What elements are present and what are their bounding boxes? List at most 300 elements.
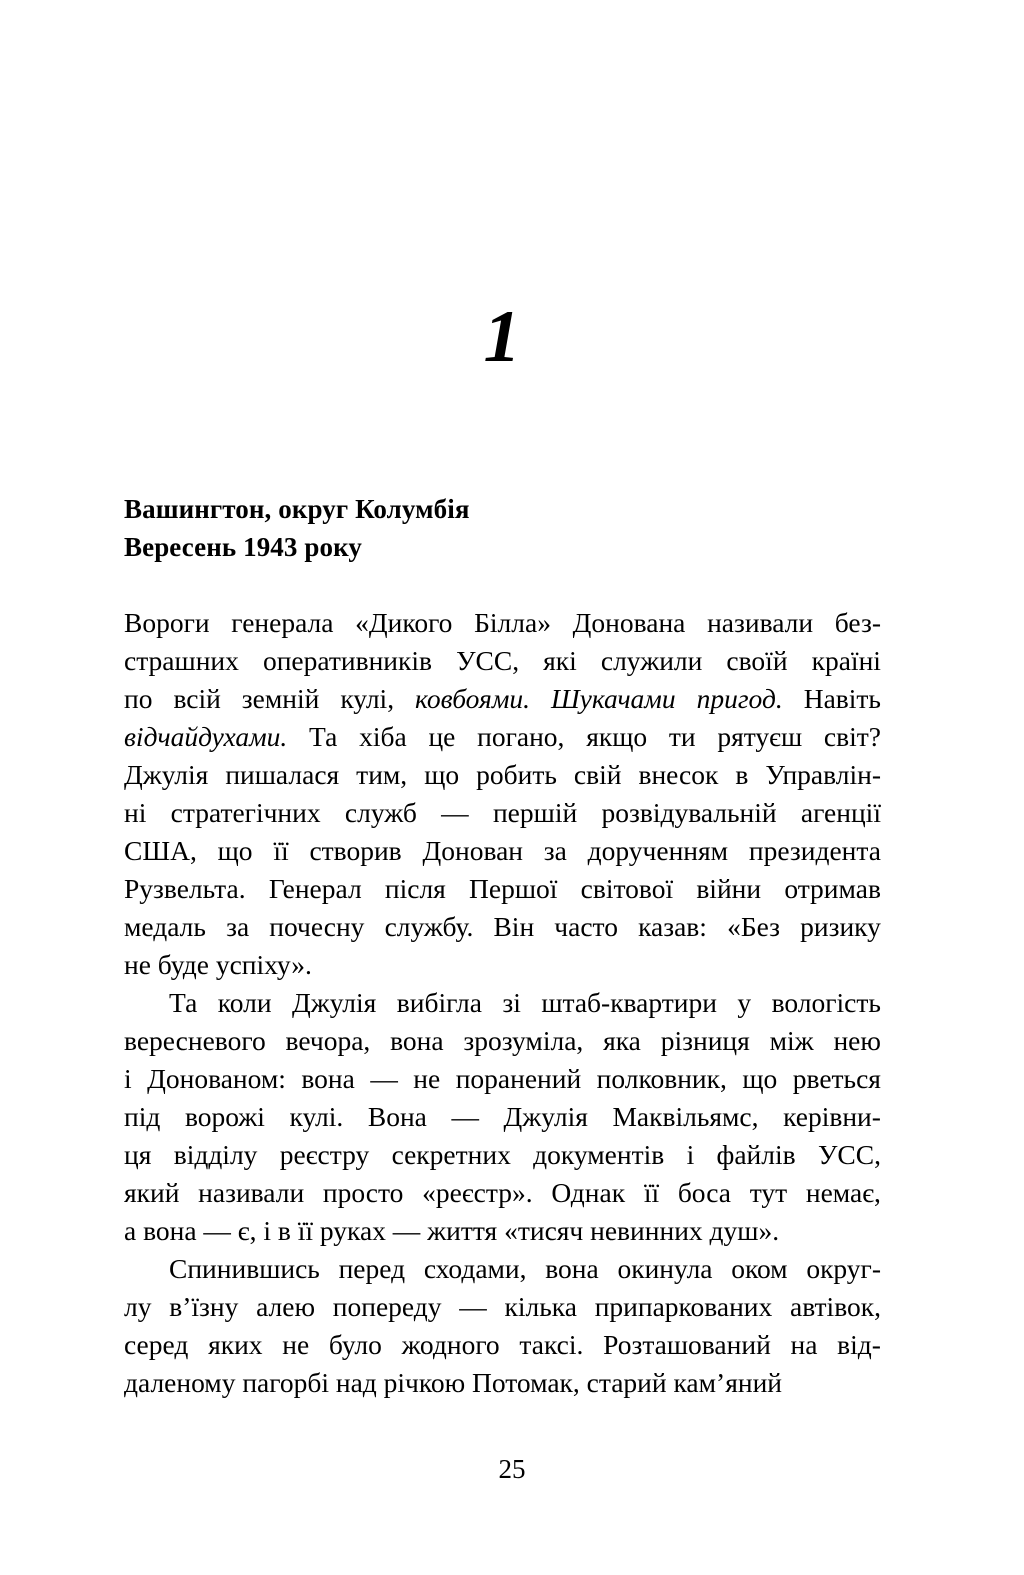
text-run: і — [124, 1063, 132, 1094]
word — [286, 1022, 371, 1060]
word — [601, 642, 702, 680]
word — [505, 1288, 577, 1326]
word — [231, 604, 333, 642]
text-run: жодного — [401, 1329, 500, 1360]
word — [533, 1136, 664, 1174]
word — [806, 1250, 881, 1288]
emphasis-text: пригод. — [696, 683, 783, 714]
word — [169, 1288, 238, 1326]
text-run: від- — [837, 1329, 881, 1360]
text-line — [124, 718, 881, 756]
text-run: кулі, — [340, 683, 395, 714]
text-run: керівни- — [783, 1101, 881, 1132]
word — [256, 1288, 315, 1326]
text-run: — — [451, 1101, 479, 1132]
text-run: сходами, — [423, 1253, 527, 1284]
text-run: не — [282, 1329, 310, 1360]
text-run: попереду — [332, 1291, 442, 1322]
word — [273, 832, 288, 870]
text-run: вечора, — [285, 1025, 371, 1056]
text-run: таксі. — [519, 1329, 584, 1360]
word — [638, 908, 707, 946]
word — [456, 642, 519, 680]
text-run: світ? — [823, 721, 881, 752]
text-run: алею — [256, 1291, 316, 1322]
text-run: розвідувальній — [601, 797, 777, 828]
word — [301, 1060, 354, 1098]
word — [554, 908, 618, 946]
word — [198, 1174, 304, 1212]
scene-heading-date: Вересень 1943 року — [124, 532, 362, 562]
text-run: що — [217, 835, 253, 866]
word — [459, 1288, 487, 1326]
text-run: автівок, — [790, 1291, 881, 1322]
word — [477, 718, 564, 756]
text-run: «Дикого — [355, 607, 453, 638]
word — [617, 1250, 712, 1288]
text-run: її — [273, 835, 289, 866]
text-run: оперативників — [262, 645, 432, 676]
word — [784, 870, 881, 908]
word — [333, 1288, 442, 1326]
word — [392, 1136, 511, 1174]
text-line — [124, 1136, 881, 1174]
word — [770, 1022, 814, 1060]
word — [402, 1326, 500, 1364]
scene-heading — [124, 490, 884, 566]
word — [818, 1136, 881, 1174]
text-run: Донован — [422, 835, 523, 866]
text-run: не — [413, 1063, 441, 1094]
text-run: часто — [554, 911, 618, 942]
word — [800, 908, 881, 946]
word — [174, 1136, 258, 1174]
text-run: оком — [731, 1253, 788, 1284]
word — [124, 1174, 179, 1212]
word — [124, 1326, 188, 1364]
text-run: що — [742, 1063, 778, 1094]
word — [124, 1136, 151, 1174]
word — [837, 1326, 881, 1364]
text-run: Джулія — [292, 987, 377, 1018]
text-run: боса — [677, 1177, 731, 1208]
text-run: Рузвельта. — [124, 873, 246, 904]
text-run: зрозуміла, — [463, 1025, 584, 1056]
word — [218, 984, 272, 1022]
word — [493, 908, 534, 946]
text-run: робить — [476, 759, 557, 790]
text-line — [124, 1326, 881, 1364]
word — [424, 1250, 527, 1288]
word — [742, 1060, 777, 1098]
word — [441, 794, 469, 832]
text-run: вона — [545, 1253, 599, 1284]
word — [124, 604, 210, 642]
text-run: Білла» — [474, 607, 551, 638]
text-line — [124, 1098, 881, 1136]
word — [385, 870, 446, 908]
text-run: між — [769, 1025, 814, 1056]
text-run: вона — [301, 1063, 355, 1094]
text-run: світової — [580, 873, 674, 904]
word — [727, 908, 780, 946]
word — [124, 832, 197, 870]
word — [749, 832, 881, 870]
text-run: секретних — [391, 1139, 511, 1170]
word — [263, 642, 432, 680]
text-run: без- — [834, 607, 881, 638]
text-line — [124, 832, 881, 870]
word — [242, 680, 320, 718]
text-run: першій — [492, 797, 578, 828]
text-run: а вона — є, і в її руках — життя «тисяч невинних душ». — [124, 1215, 780, 1246]
word — [791, 1326, 818, 1364]
text-run: нею — [833, 1025, 881, 1056]
text-run: вологість — [771, 987, 881, 1018]
text-run: ні — [124, 797, 147, 828]
word — [124, 680, 152, 718]
text-run: почесну — [269, 911, 365, 942]
text-run: не буде успіху». — [124, 949, 312, 980]
emphasis-text: Шукачами — [550, 683, 676, 714]
text-run: округ- — [806, 1253, 881, 1284]
word — [171, 794, 321, 832]
text-run: після — [384, 873, 446, 904]
word — [574, 756, 622, 794]
word — [661, 1022, 750, 1060]
text-run: ти — [668, 721, 696, 752]
word — [359, 718, 407, 756]
text-run: служб — [344, 797, 417, 828]
text-run: УСС, — [817, 1139, 881, 1170]
text-run: тим, — [356, 759, 408, 790]
text-run: США, — [124, 835, 197, 866]
text-line — [124, 1022, 881, 1060]
text-run: Генерал — [268, 873, 362, 904]
word — [812, 642, 881, 680]
text-run: кілька — [504, 1291, 577, 1322]
word — [280, 1136, 369, 1174]
text-run: лу — [124, 1291, 152, 1322]
text-run: «реєстр». — [422, 1177, 533, 1208]
word — [225, 756, 339, 794]
word — [124, 1288, 151, 1326]
word — [544, 832, 567, 870]
text-run: коли — [217, 987, 272, 1018]
text-run: вересневого — [124, 1025, 266, 1056]
emphasis-text: відчайдухами. — [124, 721, 288, 752]
text-run: дорученням — [587, 835, 729, 866]
word — [390, 1022, 443, 1060]
word — [835, 604, 881, 642]
text-run: Донованом: — [147, 1063, 286, 1094]
word — [603, 1022, 641, 1060]
text-run: Навіть — [803, 683, 881, 714]
word — [463, 1022, 583, 1060]
word — [717, 1136, 796, 1174]
emphasis-text: ковбоями. — [415, 683, 531, 714]
word — [339, 1250, 406, 1288]
word — [428, 718, 455, 756]
word — [717, 718, 802, 756]
word — [422, 832, 523, 870]
text-run: всій — [173, 683, 221, 714]
text-run: стратегічних — [170, 797, 321, 828]
text-line — [124, 1288, 881, 1326]
text-run: Спинившись — [169, 1253, 320, 1284]
text-run: Вороги — [124, 607, 210, 638]
text-run: Джулія — [124, 759, 209, 790]
text-run: страшних — [124, 645, 239, 676]
word — [504, 1098, 588, 1136]
text-run: земній — [241, 683, 320, 714]
text-line — [124, 1174, 881, 1212]
text-run: в’їзну — [169, 1291, 239, 1322]
text-run: припаркованих — [594, 1291, 773, 1322]
word — [451, 1098, 479, 1136]
page-number: 25 — [498, 1454, 526, 1484]
text-run: свій — [573, 759, 622, 790]
text-line — [124, 794, 881, 832]
word — [169, 1250, 320, 1288]
text-run: просто — [322, 1177, 404, 1208]
word — [545, 1250, 598, 1288]
word — [793, 1060, 881, 1098]
word — [269, 870, 362, 908]
text-run: вибігла — [396, 987, 482, 1018]
word — [597, 1060, 727, 1098]
word — [502, 984, 521, 1022]
word — [687, 1136, 695, 1174]
text-run: своїй — [726, 645, 788, 676]
text-run: полковник, — [596, 1063, 727, 1094]
text-run: поранений — [455, 1063, 582, 1094]
word — [737, 984, 751, 1022]
text-run: рветься — [792, 1063, 881, 1094]
word — [290, 1098, 344, 1136]
word — [696, 870, 761, 908]
word — [124, 718, 287, 756]
text-line — [124, 642, 881, 680]
text-run: зі — [502, 987, 521, 1018]
word — [601, 794, 776, 832]
text-run: країні — [811, 645, 881, 676]
word — [541, 984, 717, 1022]
scene-heading-place: Вашингтон, округ Колумбія — [124, 494, 470, 524]
text-run: Першої — [469, 873, 558, 904]
word — [124, 870, 246, 908]
word — [323, 1174, 404, 1212]
word — [173, 680, 220, 718]
text-run: на — [790, 1329, 818, 1360]
text-line — [124, 1364, 881, 1402]
word — [573, 604, 686, 642]
word — [772, 984, 881, 1022]
text-run: яких — [208, 1329, 263, 1360]
text-line — [124, 908, 881, 946]
text-run: це — [428, 721, 456, 752]
text-run: серед — [124, 1329, 189, 1360]
text-run: що — [424, 759, 460, 790]
word — [415, 680, 530, 718]
text-run: війни — [696, 873, 762, 904]
word — [368, 1098, 427, 1136]
text-run: служили — [600, 645, 703, 676]
word — [551, 1174, 625, 1212]
text-run: якщо — [586, 721, 648, 752]
text-run: за — [226, 911, 250, 942]
word — [519, 1326, 583, 1364]
text-run: реєстру — [279, 1139, 370, 1170]
text-run: файлів — [716, 1139, 796, 1170]
word — [707, 604, 813, 642]
text-run: штаб-квартири — [541, 987, 717, 1018]
word — [397, 984, 482, 1022]
word — [385, 908, 474, 946]
text-run: ця — [124, 1139, 152, 1170]
text-run: по — [124, 683, 153, 714]
word — [424, 756, 459, 794]
word — [474, 604, 551, 642]
text-run: Та — [309, 721, 338, 752]
text-run: за — [543, 835, 567, 866]
text-run: створив — [309, 835, 402, 866]
text-run: хіба — [359, 721, 407, 752]
word — [586, 718, 647, 756]
text-run: називали — [198, 1177, 305, 1208]
word — [124, 642, 239, 680]
text-run: Однак — [551, 1177, 626, 1208]
word — [493, 794, 577, 832]
text-run: отримав — [784, 873, 881, 904]
text-run: документів — [533, 1139, 665, 1170]
word — [603, 1326, 771, 1364]
text-run: ворожі — [184, 1101, 265, 1132]
word — [735, 756, 748, 794]
text-run: тут — [749, 1177, 788, 1208]
text-run: ризику — [800, 911, 881, 942]
text-run: Та — [169, 987, 198, 1018]
text-run: перед — [338, 1253, 406, 1284]
word — [422, 1174, 532, 1212]
text-run: агенції — [800, 797, 881, 828]
word — [476, 756, 557, 794]
text-line — [124, 946, 881, 984]
text-run: який — [124, 1177, 180, 1208]
text-run: Управлін- — [765, 759, 881, 790]
text-line — [124, 870, 881, 908]
word — [124, 1060, 132, 1098]
word — [329, 1326, 382, 1364]
word — [612, 1098, 758, 1136]
word — [765, 756, 881, 794]
word — [147, 1060, 286, 1098]
word — [340, 680, 394, 718]
word — [370, 1060, 398, 1098]
paragraph — [124, 1250, 881, 1402]
chapter-number: 1 — [483, 296, 521, 378]
text-run: генерала — [231, 607, 334, 638]
text-run: в — [735, 759, 749, 790]
text-run: погано, — [477, 721, 565, 752]
word — [292, 984, 376, 1022]
word — [218, 832, 253, 870]
word — [806, 1174, 881, 1212]
word — [581, 870, 673, 908]
word — [226, 908, 249, 946]
word — [345, 794, 417, 832]
text-run: президента — [748, 835, 881, 866]
text-run: Маквільямс, — [612, 1101, 759, 1132]
text-line — [124, 604, 881, 642]
word — [595, 1288, 773, 1326]
word — [413, 1060, 440, 1098]
text-line — [124, 756, 881, 794]
word — [783, 1098, 881, 1136]
text-run: окинула — [617, 1253, 713, 1284]
word — [790, 1288, 881, 1326]
text-line — [124, 1212, 881, 1250]
text-run: пишалася — [225, 759, 340, 790]
text-run: Розташований — [603, 1329, 771, 1360]
paragraph — [124, 984, 881, 1250]
text-run: Джулія — [503, 1101, 588, 1132]
word — [124, 756, 208, 794]
text-run: під — [124, 1101, 161, 1132]
word — [644, 1174, 659, 1212]
word — [726, 642, 787, 680]
text-run: УСС, — [456, 645, 520, 676]
text-run: «Без — [727, 911, 781, 942]
word — [731, 1250, 787, 1288]
text-run: було — [328, 1329, 382, 1360]
text-run: у — [737, 987, 752, 1018]
text-run: і — [686, 1139, 695, 1170]
word — [588, 832, 728, 870]
text-run: її — [643, 1177, 660, 1208]
word — [551, 680, 676, 718]
word — [750, 1174, 787, 1212]
word — [824, 718, 881, 756]
text-run: називали — [707, 607, 814, 638]
word — [833, 1022, 880, 1060]
text-line — [124, 1250, 881, 1288]
word — [355, 604, 452, 642]
word — [669, 718, 696, 756]
text-run: внесок — [638, 759, 719, 790]
word — [697, 680, 783, 718]
text-run: немає, — [805, 1177, 881, 1208]
text-run: різниця — [660, 1025, 750, 1056]
text-run: — — [441, 797, 469, 828]
text-run: кулі. — [289, 1101, 344, 1132]
word — [282, 1326, 309, 1364]
text-run: — — [459, 1291, 487, 1322]
word — [269, 908, 364, 946]
word — [678, 1174, 731, 1212]
paragraph — [124, 604, 881, 984]
text-run: Вона — [367, 1101, 427, 1132]
text-run: рятуєш — [717, 721, 803, 752]
word — [456, 1060, 582, 1098]
text-run: вона — [390, 1025, 444, 1056]
text-run: даленому пагорбі над річкою Потомак, старий кам’яний — [124, 1367, 782, 1398]
text-line — [124, 984, 881, 1022]
text-run: Він — [493, 911, 535, 942]
text-run: яка — [603, 1025, 641, 1056]
text-run: казав: — [638, 911, 707, 942]
word — [804, 680, 881, 718]
